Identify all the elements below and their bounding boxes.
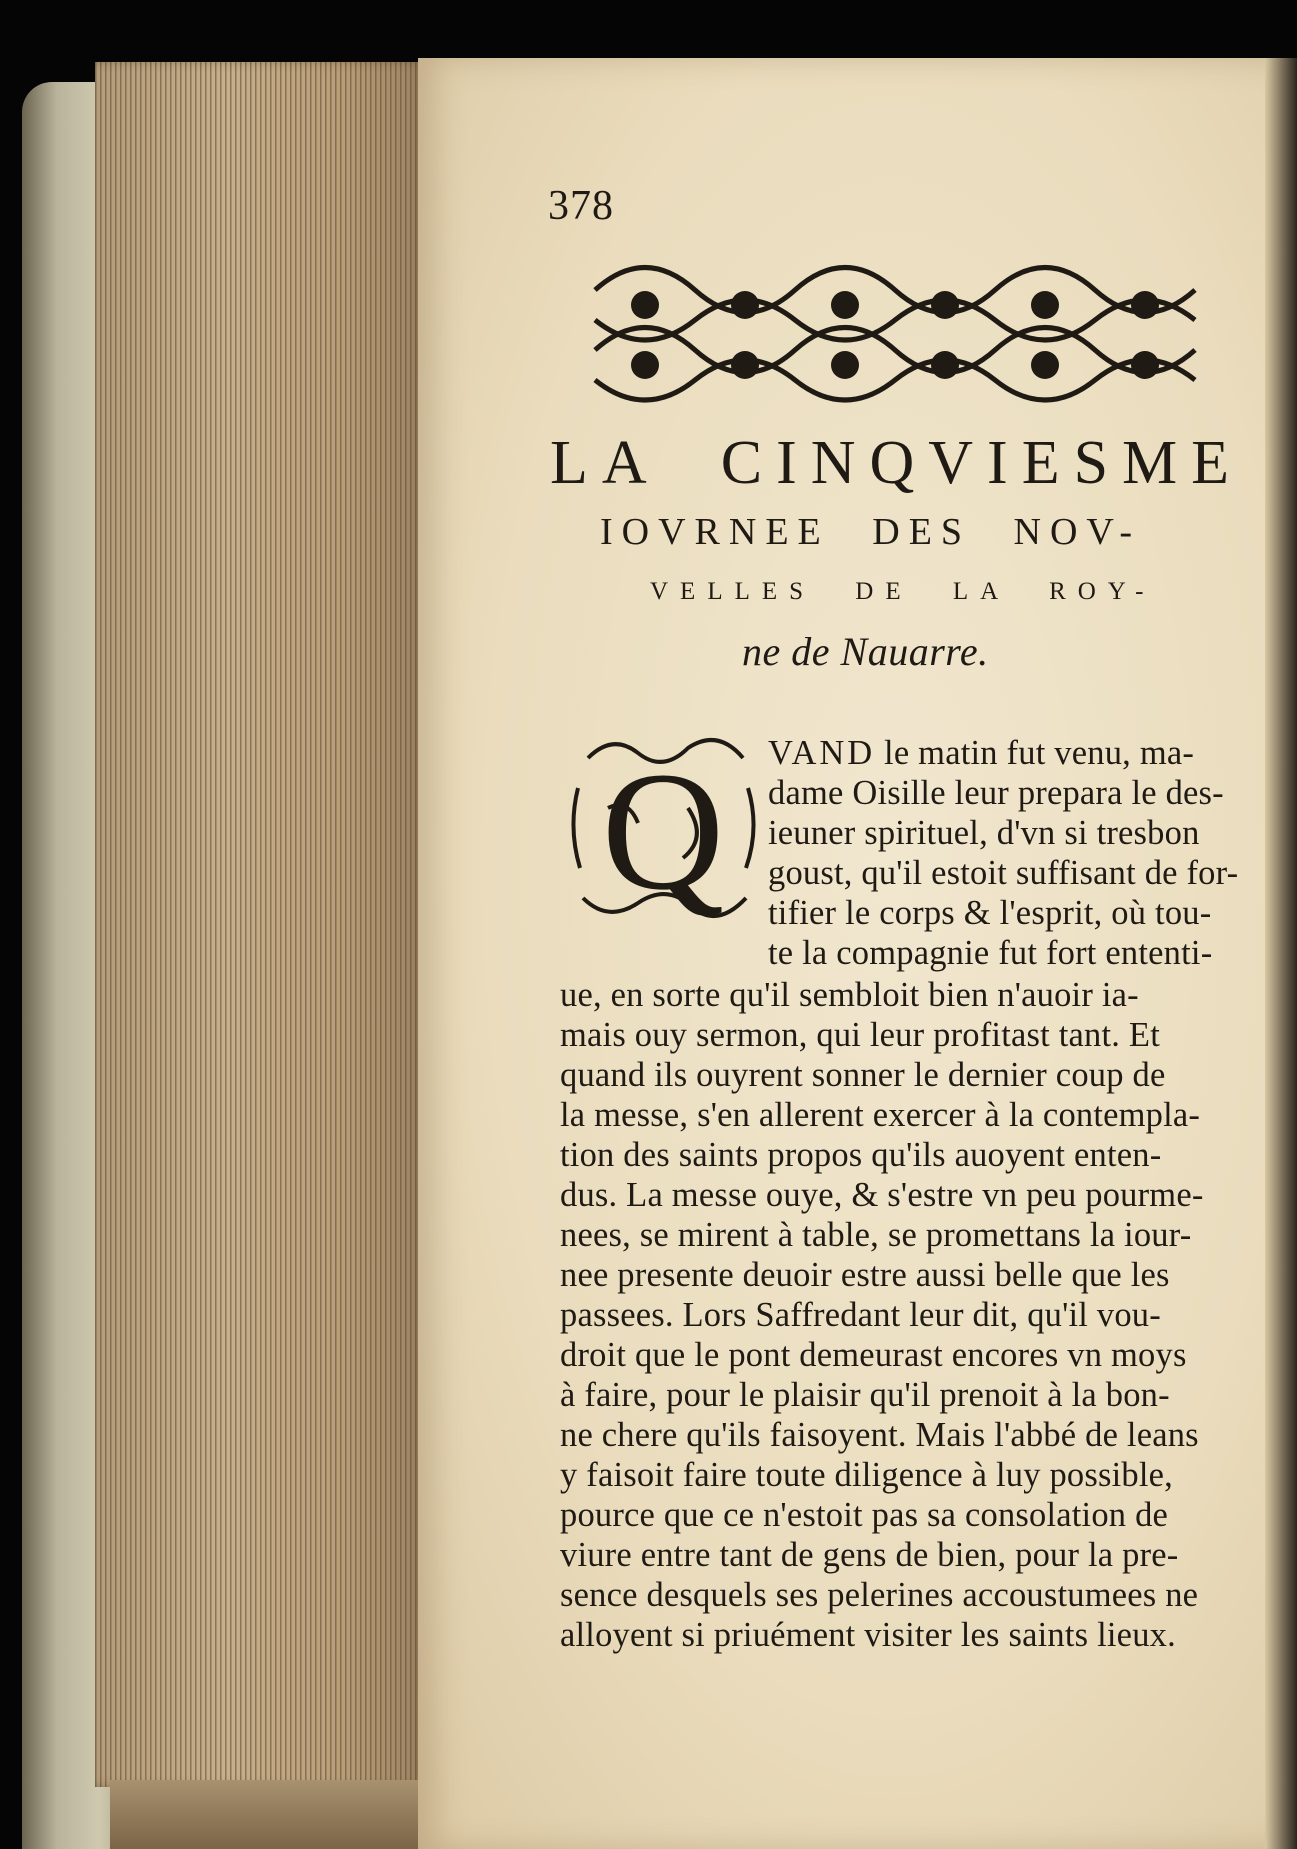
text-line-14: nee presente deuoir estre aussi belle que les [560,1256,1170,1294]
title-line-1: LA CINQVIESME [550,429,1244,497]
text-line-2: dame Oisille leur prepara le des- [768,774,1224,812]
page-number: 378 [548,183,614,229]
text-line-17: à faire, pour le plaisir qu'il prenoit à la bon- [560,1376,1170,1414]
decorated-initial [568,728,758,934]
text-line-8: mais ouy sermon, qui leur profitast tant. Et [560,1016,1160,1054]
text-line-5: tifier le corps & l'esprit, où tou- [768,894,1212,932]
text-line-3: ieuner spirituel, d'vn si tresbon [768,814,1200,852]
text-line-10: la messe, s'en allerent exercer à la contempla- [560,1096,1201,1134]
opening-line-rest: le matin fut venu, ma- [875,734,1195,772]
page-edges [95,62,425,1787]
gutter-shadow [1265,58,1297,1849]
initial-letter: Q [601,737,725,925]
text-line-18: ne chere qu'ils faisoyent. Mais l'abbé de leans [560,1416,1199,1454]
page-edges-bottom [110,1780,420,1849]
text-line-9: quand ils ouyrent sonner le dernier coup de [560,1056,1166,1094]
title-line-3: VELLES DE LA ROY- [650,578,1156,605]
text-line-7: ue, en sorte qu'il sembloit bien n'auoir ia- [560,976,1139,1014]
title-line-4: ne de Nauarre. [742,629,989,674]
headpiece-ornament [585,250,1225,408]
text-line-1 [768,736,1194,771]
text-line-21: viure entre tant de gens de bien, pour la pre- [560,1536,1179,1574]
text-line-20: pource que ce n'estoit pas sa consolation de [560,1496,1169,1534]
text-line-4: goust, qu'il estoit suffisant de for- [768,854,1239,892]
opening-word: VAND [768,734,876,772]
text-line-12: dus. La messe ouye, & s'estre vn peu pourme- [560,1176,1204,1214]
text-line-16: droit que le pont demeurast encores vn moys [560,1336,1187,1374]
text-line-11: tion des saints propos qu'ils auoyent enten- [560,1136,1162,1174]
text-line-19: y faisoit faire toute diligence à luy possible, [560,1456,1173,1494]
text-line-22: sence desquels ses pelerines accoustumees ne [560,1576,1199,1614]
title-line-2: IOVRNEE DES NOV- [600,511,1142,553]
text-line-6: te la compagnie fut fort ententi- [768,934,1213,972]
text-line-23: alloyent si priuément visiter les saints lieux. [560,1616,1176,1654]
text-line-15: passees. Lors Saffredant leur dit, qu'il vou- [560,1296,1161,1334]
text-line-13: nees, se mirent à table, se promettans la iour- [560,1216,1192,1254]
